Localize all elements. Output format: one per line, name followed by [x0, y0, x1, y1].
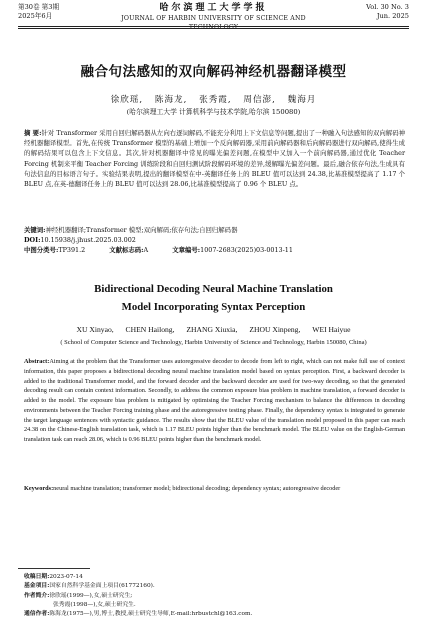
- keywords-en: [24, 484, 405, 494]
- doi-value[interactable]: 10.15938/j.jhust.2025.03.002: [40, 236, 136, 244]
- journal-name-en: JOURNAL OF HARBIN UNIVERSITY OF SCIENCE AND TECHNOLOGY: [121, 15, 306, 31]
- abstract-en-text: Aiming at the problem that the Transformer uses autoregressive decoder to decode from left to right, which can not make full use of context information, this paper proposes a bidirectional decoding neural machine translation model based on syntax perception. First, a backward decoder is added to the traditional Transformer model, and the forward decoder and the backward decoder are used for two-way decoding, so that the generated decoding result can contain context information. Secondly, to address the common exposure bias problem in machine translation, a forward decoder is added to the model. The exposure bias problem is mitigated by optimising the Teacher Forcing mechanism to balance the differences in decoding environments between the Teacher Forcing training phase and the autoregressive testing phase. Finally, the dependency syntax is integrated to generate the target language sentences with syntactic guidance. The results show that the BLEU value of the translation model proposed in this paper can reach 24.38 on the Chinese-English translation task, which is 1.17 BLEU points higher than the benchmark model. The BLEU value on the English-German translation task can reach 28.06, which is 0.96 BLEU points higher than the benchmark model.: [24, 358, 405, 443]
- footnote-rule: [18, 568, 90, 569]
- abstract-en-label: Abstract:: [24, 358, 50, 365]
- abstract-en: [24, 357, 405, 445]
- paper-title-cn: 融合句法感知的双向解码神经机器翻译模型: [80, 64, 347, 80]
- paper-title-en: [0, 280, 427, 316]
- corresponding-author: [24, 610, 405, 619]
- keywords-en-text: neural machine translation; transformer model; bidirectional decoding; dependency syntax; autoregressive decoder: [53, 485, 341, 492]
- author-bio-label: 作者简介:: [24, 592, 50, 599]
- keywords-cn: [24, 225, 405, 235]
- classification-line: [24, 245, 405, 255]
- author-bio: [24, 592, 405, 601]
- abstract-cn-text: 针对 Transformer 采用自回归解码器从左向右逐词解码,不能充分利用上下文信息等问题,提出了一种融入句法感知的双向解码神经机器翻译模型。首先,在传统 Transformer 模型的基础上增加一个反向解码器,采用前向解码器和后向解码器进行双向解码,使得生成的解码结果可以包含上下文信息。其次,针对机器翻译中常见的曝光偏差问题,在模型中又加入一个前向解码器,通过优化 Teacher Forcing 机制来平衡 Teacher Forcing 训练阶段和自回归测试阶段解码环境的差异,缓解曝光偏差问题。最后,融合依存句法,生成具有句法信息的目标语言句子。实验结果表明,提出的翻译模型在中-英翻译任务上的 BLEU 值可以达到 24.38,比基准模型提高了 1.17 个 BLEU 点,在英-德翻译任务上的 BLEU 值可以达到 28.06,比基准模型提高了 0.96 个 BLEU 点。: [24, 129, 406, 189]
- vol-issue-en: Vol. 30 No. 3: [366, 3, 409, 11]
- author-cn: 陈海龙,: [154, 95, 188, 105]
- fund-value: 国家自然科学基金面上项目(61772160).: [49, 583, 155, 590]
- clc-label: 中图分类号:: [24, 246, 59, 254]
- author-cn: 周信澎,: [243, 95, 276, 105]
- keywords-en-label: Keywords:: [24, 485, 54, 492]
- keywords-cn-text: 神经机器翻译;Transformer 模型;双向解码;依存句法;自回归解码器: [45, 226, 238, 234]
- article-no-label: 文章编号:: [172, 246, 201, 254]
- authors-en: [0, 325, 427, 334]
- author-en: ZHOU Xinpeng,: [249, 325, 301, 334]
- header-rule-thin: [18, 28, 409, 29]
- author-en: WEI Haiyue: [312, 325, 351, 334]
- doc-code-value: A: [143, 246, 149, 254]
- article-no-value: 1007-2683(2025)03-0013-11: [200, 246, 293, 254]
- clc-value: TP391.2: [58, 246, 86, 254]
- author-cn: 魏海月: [287, 95, 317, 105]
- authors-cn: [0, 93, 427, 105]
- affiliation-en: ( School of Computer Science and Technology, Harbin University of Science and Technology, Harbin 150080, China): [60, 339, 367, 346]
- corr-label: 通信作者:: [24, 611, 50, 618]
- keywords-cn-label: 关键词:: [24, 226, 46, 234]
- author-cn: 张秀霞,: [199, 95, 232, 105]
- received-label: 收稿日期:: [24, 574, 50, 580]
- author-bio-2: 张秀霞(1998—),女,硕士研究生.: [53, 601, 136, 608]
- fund-info: [24, 582, 405, 591]
- abstract-cn: [24, 128, 405, 189]
- vol-issue-cn: 第30卷 第3期: [18, 3, 60, 11]
- journal-name-cn: 哈尔滨理工大学学报: [159, 3, 268, 13]
- affiliation-cn: (哈尔滨理工大学 计算机科学与技术学院,哈尔滨 150080): [126, 108, 301, 116]
- paper-title-en-line1: Bidirectional Decoding Neural Machine Translation: [94, 283, 333, 295]
- author-en: XU Xinyao,: [76, 325, 114, 334]
- doi-line: [24, 235, 405, 245]
- abstract-cn-label: 摘 要:: [24, 129, 42, 137]
- author-bio-1: 徐欣瑶(1999—),女,硕士研究生;: [49, 592, 133, 599]
- header-left: [18, 3, 59, 21]
- author-cn: 徐欣瑶,: [110, 95, 144, 105]
- received-date: [24, 573, 405, 582]
- doi-label: DOI:: [24, 236, 41, 244]
- author-en: CHEN Hailong,: [125, 325, 175, 334]
- fund-label: 基金项目:: [24, 583, 50, 590]
- author-en: ZHANG Xiuxia,: [186, 325, 238, 334]
- header-right: [366, 3, 409, 21]
- received-value: 2023-07-14: [49, 574, 83, 580]
- header-rule: [18, 26, 409, 27]
- paper-title-en-line2: Model Incorporating Syntax Perception: [121, 301, 306, 313]
- corr-value: 陈海龙(1975—),男,博士,教授,硕士研究生导师,E-mail:hrbustchl@163.com.: [49, 611, 253, 618]
- doc-code-label: 文献标志码:: [109, 246, 144, 254]
- date-cn: 2025年6月: [18, 12, 53, 20]
- author-bio-line2: [24, 601, 405, 610]
- date-en: Jun. 2025: [376, 12, 409, 20]
- footnotes: [24, 573, 405, 619]
